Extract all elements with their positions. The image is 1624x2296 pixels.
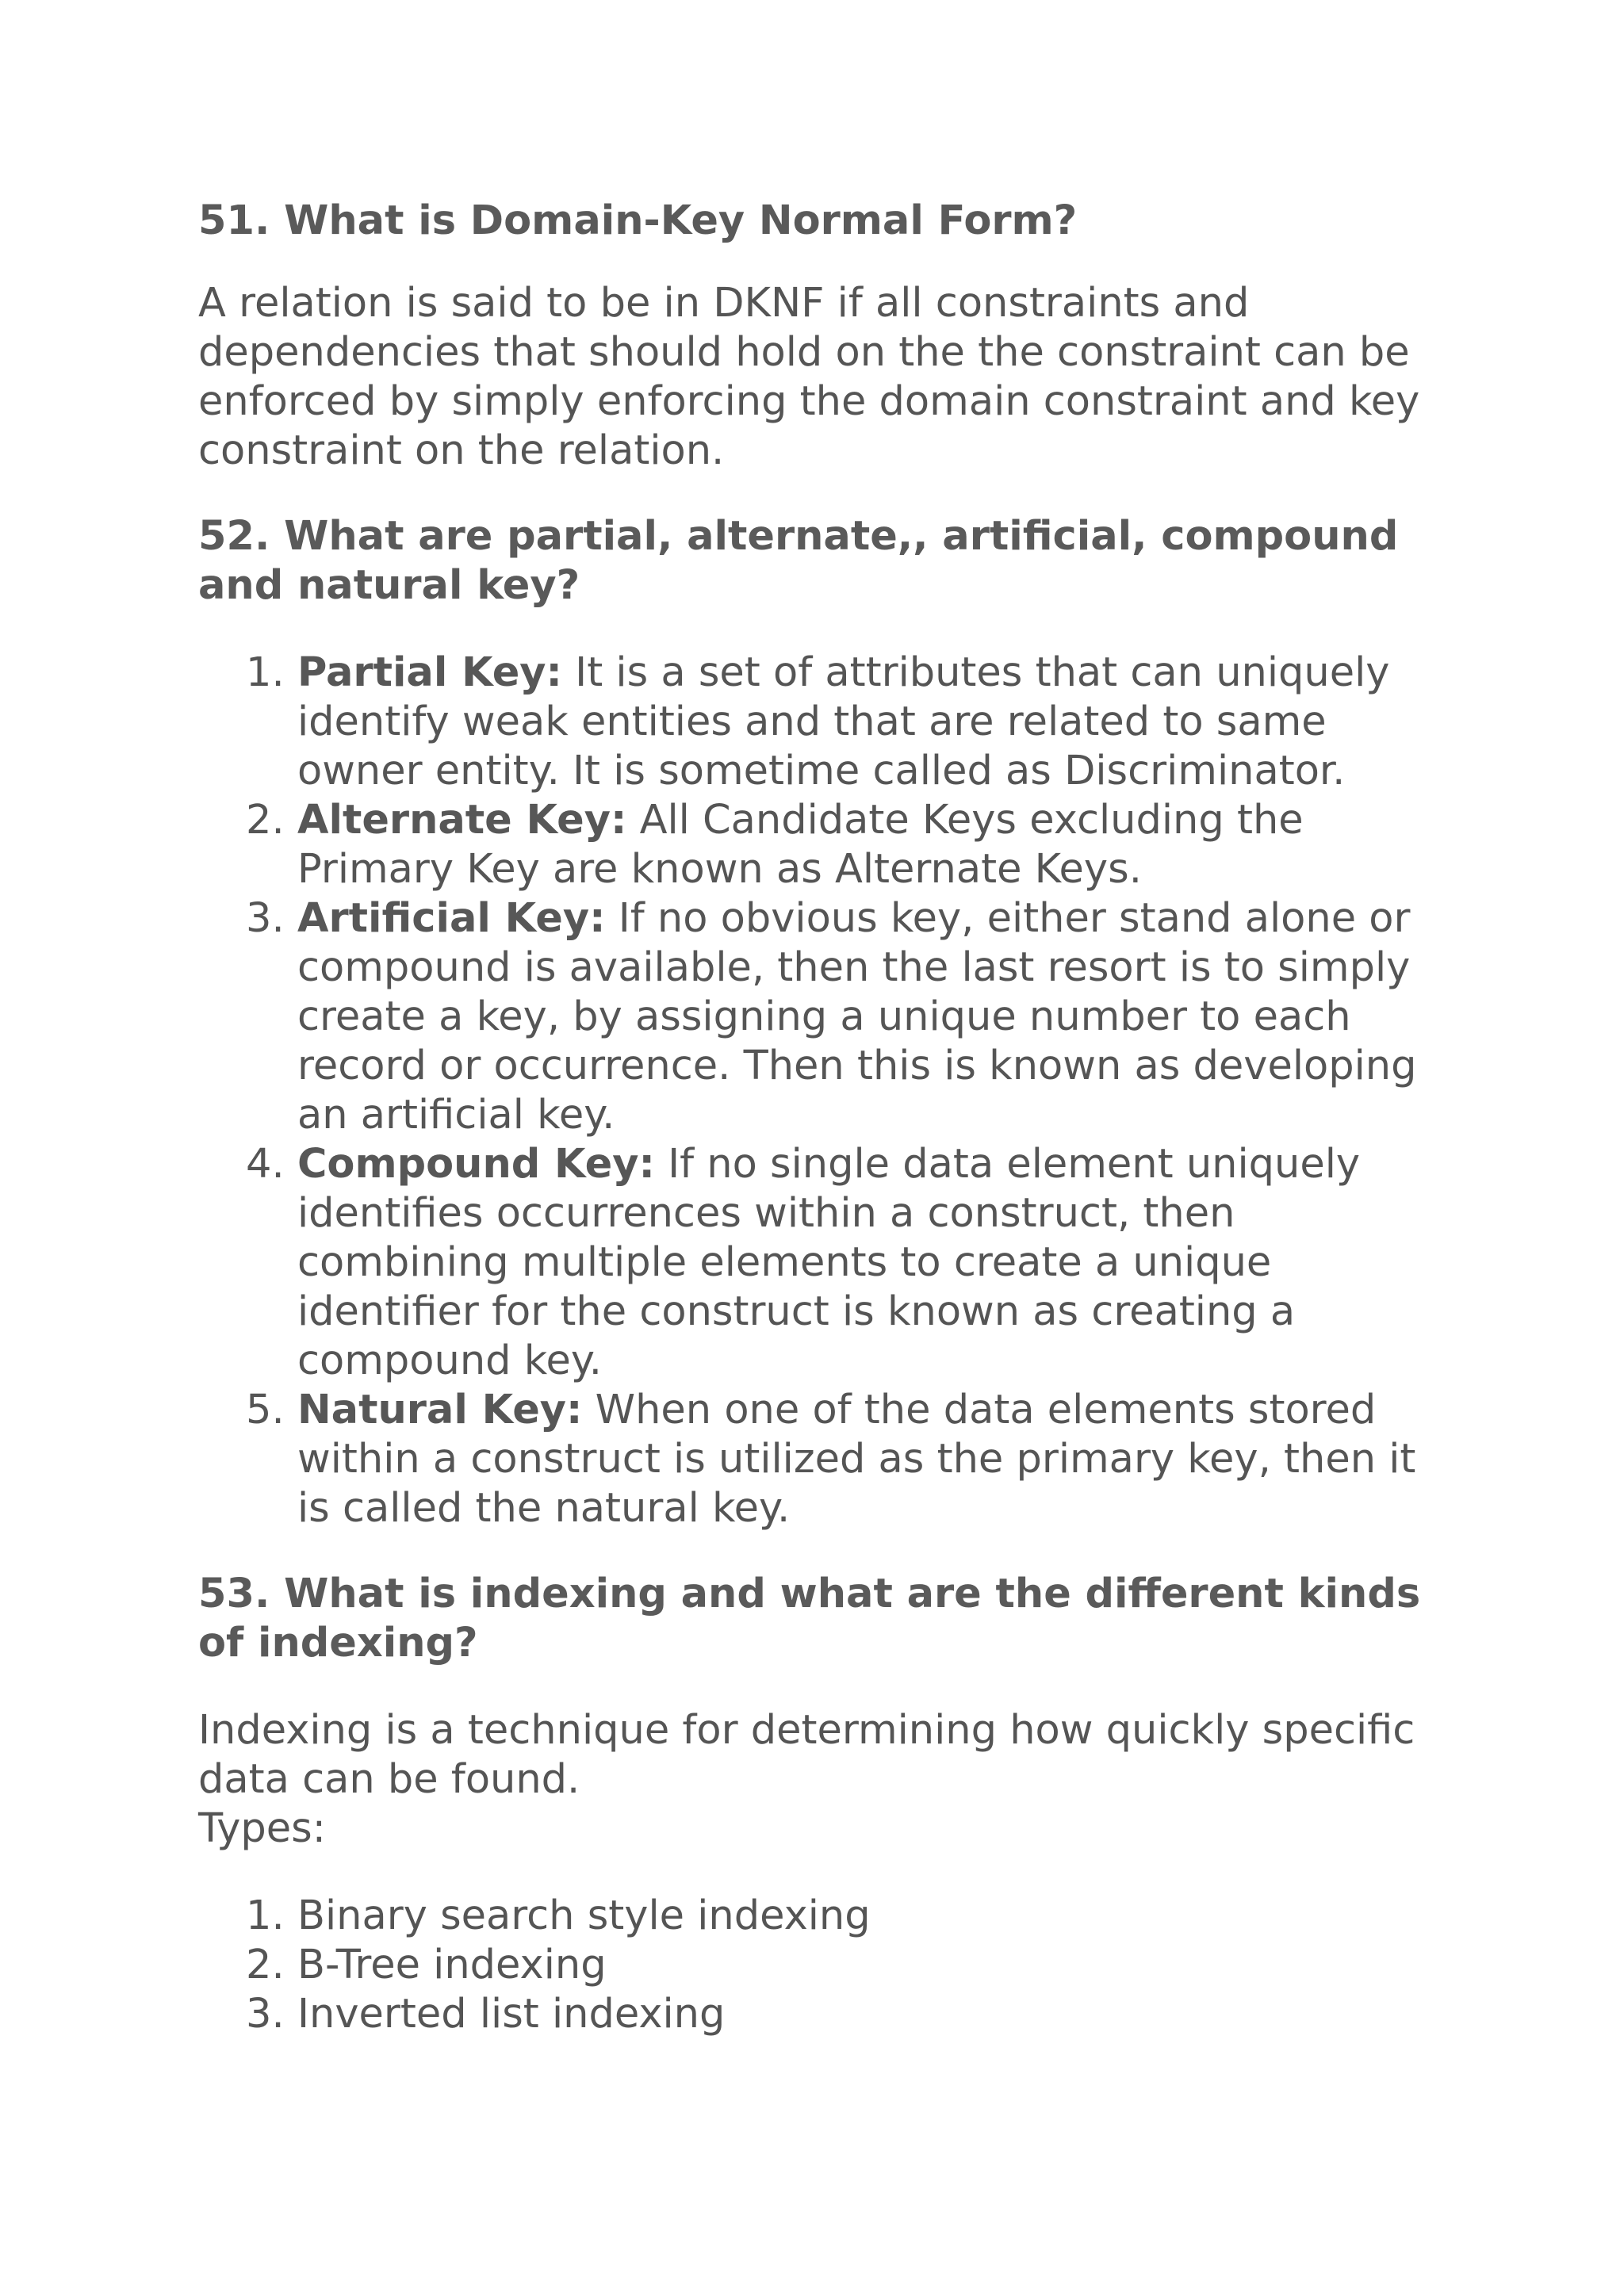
indexing-type-text: Inverted list indexing xyxy=(297,1991,726,2038)
list-item-natural-key xyxy=(198,1386,1451,1533)
term-label: Compound Key: xyxy=(297,1141,655,1188)
term-definition: If no single data element uniquely identifies occurrences within a construct, then combining multiple elements to create a unique identifier for the construct is known as creating a compound key. xyxy=(297,1141,1361,1384)
list-item-indexing-type xyxy=(198,1892,1451,1941)
list-item-indexing-type xyxy=(198,1990,1451,2039)
list-number: 2. xyxy=(246,1942,285,1988)
key-types-list xyxy=(198,649,1451,1533)
list-number: 3. xyxy=(246,895,285,942)
list-item-compound-key xyxy=(198,1140,1451,1386)
list-number: 1. xyxy=(246,1892,285,1939)
term-label: Alternate Key: xyxy=(297,797,627,844)
indexing-definition: Indexing is a technique for determining how quickly specific data can be found. xyxy=(198,1707,1415,1803)
term-label: Natural Key: xyxy=(297,1387,583,1433)
term-definition: When one of the data elements stored within a construct is utilized as the primary key, then it is called the natural key. xyxy=(297,1387,1416,1532)
question-53-heading: 53. What is indexing and what are the different kinds of indexing? xyxy=(198,1571,1421,1667)
list-number: 5. xyxy=(246,1387,285,1433)
question-51-answer: A relation is said to be in DKNF if all constraints and dependencies that should hold on the the constraint can be enforced by simply enforcing the domain constraint and key constraint on the relation. xyxy=(198,280,1420,474)
question-51-heading: 51. What is Domain-Key Normal Form? xyxy=(198,197,1078,244)
list-number: 4. xyxy=(246,1141,285,1188)
document-page xyxy=(198,190,1451,2039)
types-label: Types: xyxy=(198,1805,326,1852)
list-item-indexing-type xyxy=(198,1941,1451,1990)
list-item-partial-key xyxy=(198,649,1451,796)
term-definition: It is a set of attributes that can uniquely identify weak entities and that are related to same owner entity. It is sometime called as Discriminator. xyxy=(297,649,1390,794)
indexing-type-text: Binary search style indexing xyxy=(297,1892,871,1939)
term-label: Artificial Key: xyxy=(297,895,606,942)
indexing-type-text: B-Tree indexing xyxy=(297,1942,607,1988)
term-definition: If no obvious key, either stand alone or compound is available, then the last resort is to simply create a key, by assigning a unique number to each record or occurrence. Then this is known as developing an artificial key. xyxy=(297,895,1417,1138)
list-number: 2. xyxy=(246,797,285,844)
list-number: 1. xyxy=(246,649,285,696)
indexing-types-list xyxy=(198,1892,1451,2039)
list-item-alternate-key xyxy=(198,796,1451,894)
list-item-artificial-key xyxy=(198,894,1451,1140)
term-definition: All Candidate Keys excluding the Primary Key are known as Alternate Keys. xyxy=(297,797,1304,893)
term-label: Partial Key: xyxy=(297,649,562,696)
question-53-answer xyxy=(198,1706,1451,1854)
list-number: 3. xyxy=(246,1991,285,2038)
question-52-heading: 52. What are partial, alternate,, artificial, compound and natural key? xyxy=(198,513,1399,609)
